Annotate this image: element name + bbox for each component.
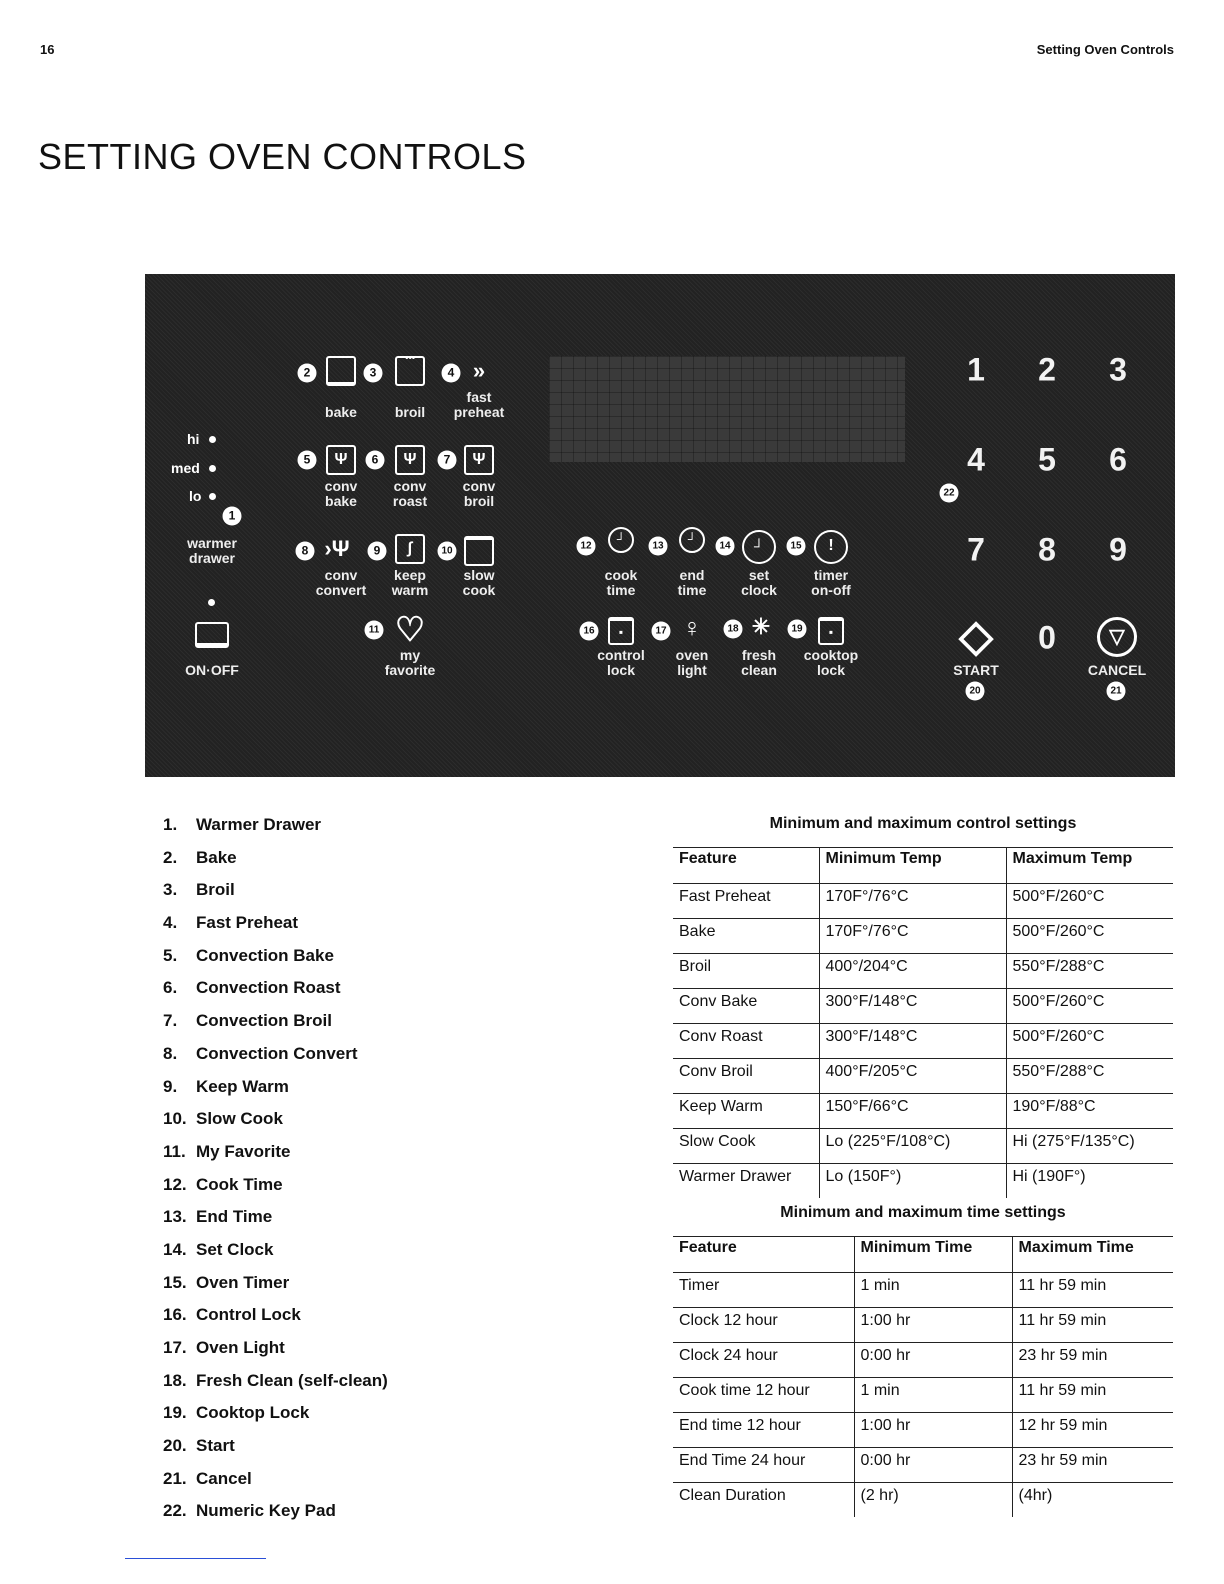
fast-preheat-label-2: preheat <box>453 404 505 420</box>
cook-time-icon[interactable]: ┘ <box>608 527 634 553</box>
col-header: Maximum Temp <box>1006 848 1173 884</box>
list-item-label: Fast Preheat <box>196 913 299 933</box>
conv-convert-label <box>301 568 381 598</box>
table-cell: 1:00 hr <box>854 1308 1012 1343</box>
table-cell: Timer <box>673 1273 854 1308</box>
list-item <box>163 1338 388 1371</box>
oven-light-label-1: oven <box>675 647 709 663</box>
conv-bake-icon[interactable]: Ψ <box>326 445 356 475</box>
conv-broil-label-2: broil <box>463 493 495 509</box>
table-cell: Keep Warm <box>673 1094 819 1129</box>
list-item-label: Convection Convert <box>196 1043 358 1063</box>
table-header-row <box>673 1237 1173 1273</box>
table-cell: Hi (275°F/135°C) <box>1006 1129 1173 1164</box>
list-item-label: Convection Bake <box>196 945 334 965</box>
conv-roast-label-2: roast <box>392 493 428 509</box>
table-row <box>673 1448 1173 1483</box>
table-row <box>673 1129 1173 1164</box>
table-cell: Conv Bake <box>673 989 819 1024</box>
table-cell: 500°F/260°C <box>1006 989 1173 1024</box>
list-item-number: 16. <box>163 1305 187 1325</box>
table-row <box>673 884 1173 919</box>
time-settings-table <box>673 1236 1173 1517</box>
list-item-label: Broil <box>196 880 235 900</box>
callout-18: 18 <box>724 620 743 639</box>
warmer-drawer-button[interactable] <box>172 536 252 566</box>
callout-15: 15 <box>787 537 806 556</box>
callout-1: 1 <box>223 507 242 526</box>
table-cell: 400°F/205°C <box>819 1059 1006 1094</box>
callout-19: 19 <box>788 620 807 639</box>
set-clock-label-1: set <box>748 567 770 583</box>
list-item-number: 11. <box>163 1141 186 1161</box>
table-cell: (2 hr) <box>854 1483 1012 1518</box>
conv-bake-label-2: bake <box>325 493 357 509</box>
broil-label: broil <box>394 404 426 420</box>
table-cell: Clean Duration <box>679 1487 786 1504</box>
list-item <box>163 1077 388 1110</box>
conv-convert-icon[interactable]: ›Ψ <box>324 536 350 561</box>
list-item <box>163 1207 388 1240</box>
table-cell: 170F°/76°C <box>819 919 1006 954</box>
callout-6: 6 <box>366 451 385 470</box>
table-cell: 23 hr 59 min <box>1012 1448 1173 1483</box>
table-cell: 1 min <box>854 1273 1012 1308</box>
table-cell: Cook time 12 hour <box>673 1378 854 1413</box>
fast-preheat-label <box>439 390 519 420</box>
callout-11: 11 <box>365 621 384 640</box>
slow-cook-label-2: cook <box>462 582 496 598</box>
conv-broil-label-1: conv <box>462 478 496 494</box>
callout-20: 20 <box>966 682 985 701</box>
list-item-number: 12. <box>163 1174 187 1194</box>
table-row <box>673 1273 1173 1308</box>
list-item-label: Cook Time <box>196 1174 283 1194</box>
start-icon[interactable]: ◇ <box>959 611 993 661</box>
key-8[interactable]: 8 <box>1038 531 1056 568</box>
end-time-label-2: time <box>677 582 707 598</box>
table-cell: 23 hr 59 min <box>1012 1343 1173 1378</box>
table-cell: (4hr) <box>1012 1483 1173 1518</box>
table-cell: 0:00 hr <box>854 1448 1012 1483</box>
list-item <box>163 1109 388 1142</box>
col-header: Feature <box>673 1237 854 1273</box>
keep-warm-label <box>370 568 450 598</box>
keep-warm-label-1: keep <box>394 567 426 583</box>
table-header-row <box>673 848 1173 884</box>
table-cell: Broil <box>673 954 819 989</box>
table-cell: End Time 24 hour <box>673 1448 854 1483</box>
list-item-number: 21. <box>163 1468 187 1488</box>
callout-2: 2 <box>298 364 317 383</box>
table-cell: Conv Broil <box>673 1059 819 1094</box>
light-bulb-icon[interactable]: ♀ <box>682 612 702 643</box>
oven-display <box>549 356 905 462</box>
list-item <box>163 1044 388 1077</box>
fast-preheat-label-1: fast <box>466 389 492 405</box>
list-item-label: Convection Broil <box>196 1011 333 1031</box>
fresh-clean-label-1: fresh <box>741 647 777 663</box>
callout-16: 16 <box>580 622 599 641</box>
table-row <box>673 1024 1173 1059</box>
my-favorite-label <box>370 648 450 678</box>
table-row <box>673 1343 1173 1378</box>
conv-convert-label-1: conv <box>324 567 358 583</box>
table-cell: 12 hr 59 min <box>1012 1413 1173 1448</box>
list-item-number: 13. <box>163 1207 187 1227</box>
callout-21: 21 <box>1107 682 1126 701</box>
list-item <box>163 1501 388 1534</box>
table-cell: 500°F/260°C <box>1006 884 1173 919</box>
slow-cook-label <box>439 568 519 598</box>
list-item-label: Numeric Key Pad <box>196 1501 336 1521</box>
table-row <box>673 1094 1173 1129</box>
table-cell: 300°F/148°C <box>819 1024 1006 1059</box>
table-row <box>673 1483 1173 1518</box>
cooktop-lock-icon[interactable]: ▪ <box>818 617 844 645</box>
table-cell: 500°F/260°C <box>1006 919 1173 954</box>
table-cell: 190°F/88°C <box>1006 1094 1173 1129</box>
callout-4: 4 <box>442 364 461 383</box>
bake-label: bake <box>325 404 357 420</box>
control-lock-label-2: lock <box>606 662 635 678</box>
list-item-label: Start <box>196 1436 235 1456</box>
bake-icon[interactable] <box>326 356 356 386</box>
my-favorite-label-1: my <box>399 647 421 663</box>
conv-broil-label <box>439 479 519 509</box>
conv-bake-label-1: conv <box>324 478 358 494</box>
start-label: START <box>953 662 999 678</box>
cook-time-label <box>581 568 661 598</box>
key-2[interactable]: 2 <box>1038 351 1056 388</box>
list-item-number: 6. <box>163 978 178 998</box>
list-item <box>163 978 388 1011</box>
list-item-number: 3. <box>163 880 178 900</box>
power-icon[interactable] <box>195 622 229 648</box>
list-item <box>163 815 388 848</box>
time-table-caption: Minimum and maximum time settings <box>780 1204 1066 1221</box>
table-cell: 550°F/288°C <box>1006 1059 1173 1094</box>
control-table-caption: Minimum and maximum control settings <box>769 815 1077 832</box>
table-cell: 1 min <box>854 1378 1012 1413</box>
my-favorite-label-2: favorite <box>384 662 436 678</box>
list-item-number: 18. <box>163 1370 187 1390</box>
power-indicator-dot <box>208 599 215 606</box>
table-cell: 11 hr 59 min <box>1012 1273 1173 1308</box>
keep-warm-label-2: warm <box>391 582 429 598</box>
callout-10: 10 <box>438 542 457 561</box>
table-cell: End time 12 hour <box>673 1413 854 1448</box>
callout-7: 7 <box>438 451 457 470</box>
list-item-label: Slow Cook <box>196 1109 283 1129</box>
key-7[interactable]: 7 <box>967 531 985 568</box>
list-item-label: Keep Warm <box>196 1076 289 1096</box>
timer-label-2: on-off <box>811 582 851 598</box>
callout-8: 8 <box>296 542 315 561</box>
table-cell: Conv Roast <box>673 1024 819 1059</box>
conv-convert-label-2: convert <box>315 582 367 598</box>
list-item-number: 15. <box>163 1272 187 1292</box>
warmer-hi-label: hi <box>187 431 200 447</box>
table-cell: Bake <box>673 919 819 954</box>
fresh-clean-label-2: clean <box>741 662 777 678</box>
list-item-number: 22. <box>163 1501 187 1521</box>
control-lock-label <box>581 648 661 678</box>
table-row <box>673 1413 1173 1448</box>
page-number: 16 <box>40 42 55 57</box>
warmer-label-2: drawer <box>189 550 235 566</box>
table-cell: Slow Cook <box>673 1129 819 1164</box>
list-item-number: 1. <box>163 815 178 834</box>
list-item-label: End Time <box>196 1207 273 1227</box>
list-item-number: 10. <box>163 1109 187 1129</box>
list-item <box>163 1175 388 1208</box>
list-item <box>163 946 388 979</box>
list-item <box>163 1371 388 1404</box>
list-item <box>163 1142 388 1175</box>
table-cell: Fast Preheat <box>673 884 819 919</box>
conv-roast-label-1: conv <box>393 478 427 494</box>
callout-14: 14 <box>716 537 735 556</box>
cooktop-lock-label <box>791 648 871 678</box>
list-item-number: 2. <box>163 847 178 867</box>
warmer-lo-label: lo <box>189 488 202 504</box>
page-title: SETTING OVEN CONTROLS <box>38 136 527 177</box>
sparkle-icon[interactable]: ✳ <box>751 614 771 639</box>
timer-label <box>791 568 871 598</box>
col-header: Minimum Time <box>854 1237 1012 1273</box>
warmer-med-label: med <box>171 460 200 476</box>
table-cell: 500°F/260°C <box>1006 1024 1173 1059</box>
broil-icon[interactable]: ˇˇˇ <box>395 356 425 386</box>
end-time-icon[interactable]: ┘ <box>679 527 705 553</box>
list-item-label: My Favorite <box>196 1141 291 1161</box>
list-item <box>163 1011 388 1044</box>
oven-light-label-2: light <box>677 662 707 678</box>
table-row <box>673 954 1173 989</box>
callout-3: 3 <box>364 364 383 383</box>
cooktop-lock-label-2: lock <box>816 662 845 678</box>
list-item <box>163 848 388 881</box>
list-item <box>163 1240 388 1273</box>
list-item-number: 20. <box>163 1436 187 1456</box>
list-item <box>163 1469 388 1502</box>
control-lock-label-1: control <box>597 647 645 663</box>
key-6[interactable]: 6 <box>1109 441 1127 478</box>
list-item <box>163 1305 388 1338</box>
table-cell: Clock 12 hour <box>673 1308 854 1343</box>
list-item-number: 17. <box>163 1338 187 1357</box>
list-item-label: Set Clock <box>196 1239 274 1259</box>
warmer-lo-dot <box>209 493 216 500</box>
conv-bake-label <box>301 479 381 509</box>
table-cell: 0:00 hr <box>854 1343 1012 1378</box>
warmer-hi-dot <box>209 436 216 443</box>
table-cell: Lo (150F°) <box>819 1164 1006 1199</box>
list-item <box>163 880 388 913</box>
col-header: Maximum Time <box>1012 1237 1173 1273</box>
list-item <box>163 913 388 946</box>
set-clock-label-2: clock <box>741 582 777 598</box>
list-item-number: 5. <box>163 945 178 965</box>
cooktop-lock-label-1: cooktop <box>803 647 859 663</box>
keep-warm-icon[interactable]: ∫ <box>395 534 425 564</box>
list-item-label: Cancel <box>196 1468 252 1488</box>
callout-9: 9 <box>368 542 387 561</box>
feature-list <box>163 815 388 1534</box>
table-cell: 400°/204°C <box>819 954 1006 989</box>
cancel-label: CANCEL <box>1087 662 1147 678</box>
callout-13: 13 <box>649 537 668 556</box>
timer-icon[interactable]: ! <box>814 530 848 564</box>
cook-time-label-2: time <box>606 582 636 598</box>
callout-17: 17 <box>652 622 671 641</box>
list-item <box>163 1403 388 1436</box>
list-item-number: 7. <box>163 1011 178 1031</box>
set-clock-label <box>719 568 799 598</box>
table-cell: Lo (225°F/108°C) <box>819 1129 1006 1164</box>
list-item-label: Oven Timer <box>196 1272 290 1292</box>
table-cell: 1:00 hr <box>854 1413 1012 1448</box>
control-lock-icon[interactable]: ▪ <box>608 617 634 645</box>
table-cell: Hi (190F°) <box>1006 1164 1173 1199</box>
list-item-label: Convection Roast <box>196 978 341 998</box>
cook-time-label-1: cook <box>604 567 638 583</box>
cancel-icon[interactable]: ▽ <box>1097 617 1137 657</box>
key-5[interactable]: 5 <box>1038 441 1056 478</box>
list-item-label: Bake <box>196 847 237 867</box>
table-cell: 300°F/148°C <box>819 989 1006 1024</box>
heart-icon[interactable]: ♡ <box>394 611 426 649</box>
fast-preheat-icon[interactable]: » <box>472 358 486 383</box>
list-item-label: Fresh Clean (self-clean) <box>196 1370 388 1390</box>
slow-cook-label-1: slow <box>463 567 495 583</box>
table-cell: 11 hr 59 min <box>1012 1308 1173 1343</box>
footer-link-underline <box>125 1558 266 1559</box>
col-header: Feature <box>673 848 819 884</box>
warmer-med-dot <box>209 465 216 472</box>
table-row <box>673 989 1173 1024</box>
list-item-label: Control Lock <box>196 1305 301 1325</box>
table-cell: 170F°/76°C <box>819 884 1006 919</box>
fresh-clean-label <box>719 648 799 678</box>
table-row <box>673 1378 1173 1413</box>
list-item <box>163 1273 388 1306</box>
slow-cook-icon[interactable] <box>464 536 494 566</box>
warmer-label-1: warmer <box>187 535 237 551</box>
key-0[interactable]: 0 <box>1038 619 1056 656</box>
key-1[interactable]: 1 <box>967 351 985 388</box>
callout-22: 22 <box>940 484 959 503</box>
table-row <box>673 1164 1173 1199</box>
table-cell: 11 hr 59 min <box>1012 1378 1173 1413</box>
list-item-number: 4. <box>163 913 178 933</box>
table-cell: Warmer Drawer <box>679 1168 792 1185</box>
key-4[interactable]: 4 <box>967 441 985 478</box>
on-off-label: ON·OFF <box>185 662 239 678</box>
conv-roast-icon[interactable]: Ψ <box>395 445 425 475</box>
list-item-number: 14. <box>163 1239 187 1259</box>
conv-broil-icon[interactable]: Ψ <box>464 445 494 475</box>
list-item-label: Warmer Drawer <box>196 815 322 834</box>
control-settings-table <box>673 847 1173 1198</box>
timer-label-1: timer <box>813 567 849 583</box>
running-head: Setting Oven Controls <box>1036 42 1174 57</box>
callout-12: 12 <box>577 537 596 556</box>
oven-control-panel <box>145 274 1175 777</box>
table-cell: Clock 24 hour <box>673 1343 854 1378</box>
conv-roast-label <box>370 479 450 509</box>
list-item-number: 8. <box>163 1043 178 1063</box>
col-header: Minimum Temp <box>819 848 1006 884</box>
list-item-label: Cooktop Lock <box>196 1403 310 1423</box>
list-item-number: 9. <box>163 1076 178 1096</box>
table-row <box>673 919 1173 954</box>
table-row <box>673 1308 1173 1343</box>
list-item-label: Oven Light <box>196 1338 285 1357</box>
table-cell: 550°F/288°C <box>1006 954 1173 989</box>
key-3[interactable]: 3 <box>1109 351 1127 388</box>
set-clock-icon[interactable]: ┘ <box>742 530 776 564</box>
callout-5: 5 <box>298 451 317 470</box>
end-time-label-1: end <box>679 567 705 583</box>
table-row <box>673 1059 1173 1094</box>
list-item <box>163 1436 388 1469</box>
list-item-number: 19. <box>163 1403 187 1423</box>
key-9[interactable]: 9 <box>1109 531 1127 568</box>
table-cell: 150°F/66°C <box>819 1094 1006 1129</box>
